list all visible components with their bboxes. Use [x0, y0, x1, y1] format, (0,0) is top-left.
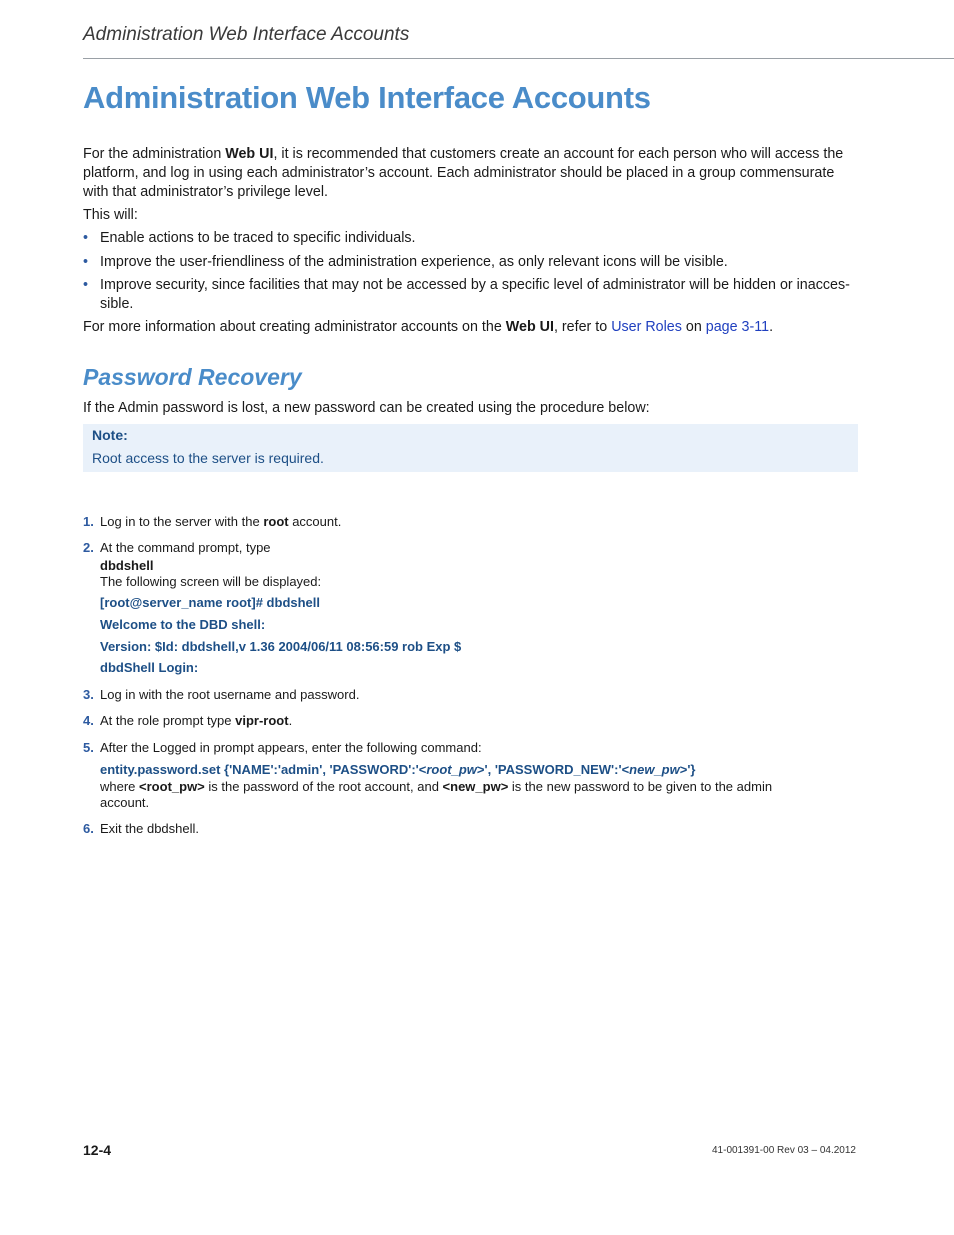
- step-text-part: where: [100, 779, 140, 794]
- step-text: After the Logged in prompt appears, enter the following command:: [100, 740, 482, 755]
- note-box: [83, 424, 858, 472]
- command-param: root_pw: [426, 762, 477, 777]
- step-bold: <new_pw>: [442, 779, 509, 794]
- section-lead: If the Admin password is lost, a new password can be created using the procedure below:: [83, 400, 650, 416]
- step-text-part: is the new password to be given to the admin account.: [100, 779, 773, 810]
- step-bold: <root_pw>: [139, 779, 205, 794]
- bullet-icon: •: [83, 254, 89, 270]
- screen-line: Welcome to the DBD shell:: [100, 617, 266, 632]
- more-text: For more information about creating administrator accounts on the: [83, 319, 506, 335]
- bullet-icon: •: [83, 230, 89, 246]
- step-text: [100, 514, 800, 530]
- intro-text: For the administration: [83, 146, 226, 162]
- more-text: , refer to: [553, 319, 612, 335]
- intro-bold: Web UI: [225, 146, 274, 162]
- document-id: 41-001391-00 Rev 03 – 04.2012: [711, 1145, 856, 1156]
- step-text-part: The following screen will be displayed:: [100, 574, 322, 589]
- step-text-part: At the role prompt type: [100, 713, 236, 728]
- step-number: 2.: [83, 540, 94, 555]
- step-number: 3.: [83, 687, 94, 702]
- intro-text-rest: , it is recommended that customers create an account for each person who will access the platform, and log in using each administrator’s account. Each administrator should be placed in a group commensurate with that administrator’s privilege level.: [83, 146, 844, 200]
- screen-line: dbdShell Login:: [100, 660, 199, 675]
- command-part: >'}: [679, 762, 696, 777]
- command-part: entity.password.set {'NAME':'admin', 'PASSWORD':'<: [100, 762, 427, 777]
- step-text-part: account.: [288, 514, 342, 529]
- more-text: .: [769, 319, 774, 335]
- step-number: 1.: [83, 514, 94, 529]
- step-text: Log in with the root username and password.: [100, 687, 360, 702]
- step-5-explanation: [100, 779, 790, 811]
- screen-line: [root@server_name root]# dbdshell: [100, 595, 321, 610]
- bullet-text: Improve security, since facilities that may not be accessed by a specific level of administrator will be hidden or inacces-sible.: [100, 277, 850, 312]
- user-roles-link[interactable]: User Roles: [611, 319, 682, 335]
- section-heading: Password Recovery: [83, 364, 302, 390]
- more-info-paragraph: [83, 318, 858, 337]
- step-text: [100, 540, 800, 590]
- note-text: Root access to the server is required.: [92, 450, 324, 466]
- step-text-part: Log in to the server with the: [100, 514, 264, 529]
- page-title: Administration Web Interface Accounts: [83, 80, 651, 115]
- bullet-icon: •: [83, 277, 89, 293]
- command-part: >', 'PASSWORD_NEW':'<: [476, 762, 630, 777]
- command-param: new_pw: [629, 762, 680, 777]
- more-bold: Web UI: [505, 319, 554, 335]
- step-bold: vipr-root: [235, 713, 289, 728]
- step-text: Exit the dbdshell.: [100, 821, 200, 836]
- intro-paragraph: [83, 145, 858, 202]
- screen-line: Version: $Id: dbdshell,v 1.36 2004/06/11 08:56:59 rob Exp $: [100, 639, 462, 654]
- page-ref-link[interactable]: page 3-11: [705, 319, 770, 335]
- running-header: Administration Web Interface Accounts: [83, 24, 410, 45]
- step-text-part: .: [288, 713, 293, 728]
- step-text-part: At the command prompt, type: [100, 540, 271, 555]
- this-will-text: This will:: [83, 207, 138, 223]
- page-number: 12-4: [83, 1142, 112, 1158]
- command-text: dbdshell: [100, 558, 154, 573]
- header-rule: [83, 58, 954, 59]
- note-label: Note:: [92, 427, 128, 443]
- bullet-text: Improve the user-friendliness of the administration experience, as only relevant icons will be visible.: [100, 254, 728, 270]
- step-text: [100, 713, 800, 729]
- step-number: 5.: [83, 740, 94, 755]
- bullet-text: Enable actions to be traced to specific individuals.: [100, 230, 416, 246]
- more-text: on: [681, 319, 706, 335]
- step-number: 6.: [83, 821, 94, 836]
- step-bold: root: [263, 514, 289, 529]
- password-command: [100, 762, 696, 777]
- step-text-part: is the password of the root account, and: [204, 779, 443, 794]
- step-number: 4.: [83, 713, 94, 728]
